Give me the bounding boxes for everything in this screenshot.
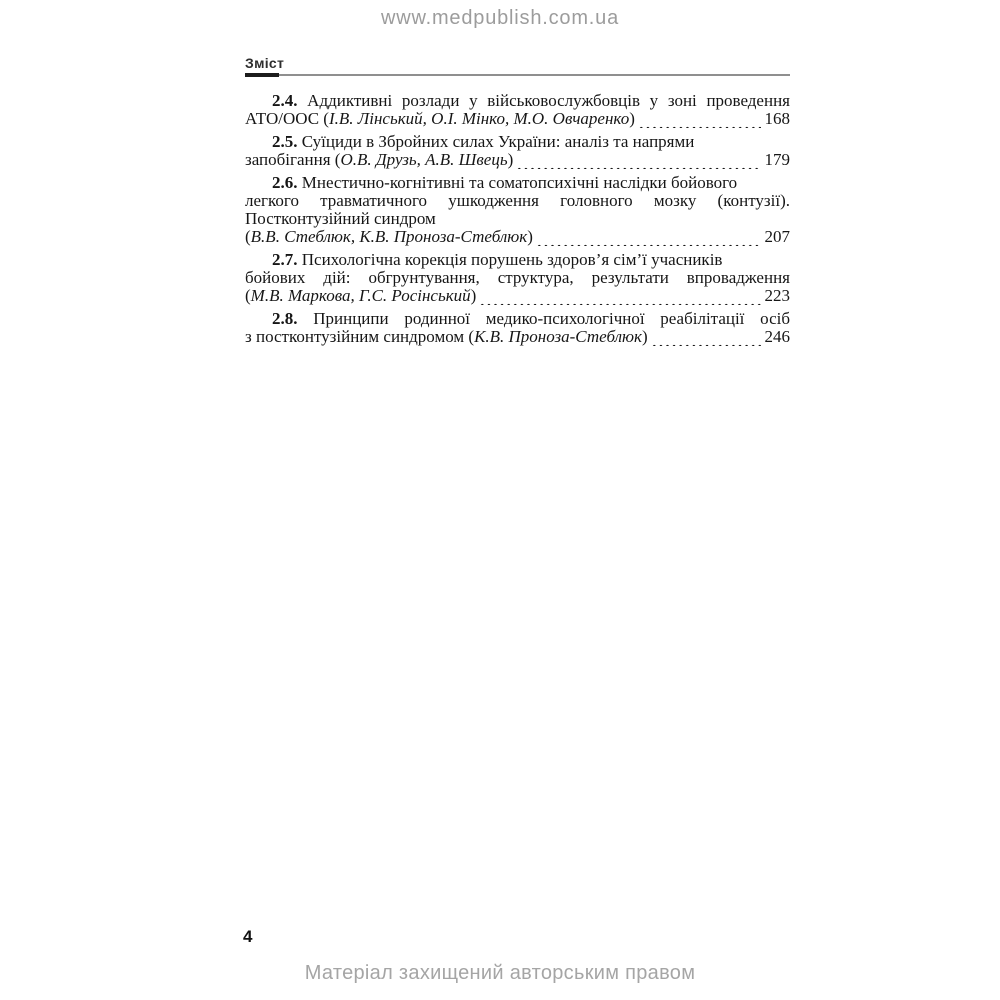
- page-ref: 207: [764, 227, 790, 246]
- entry-authors: О.В. Друзь, А.В. Швець: [340, 150, 508, 169]
- entry-title-text: АТО/ООС (: [245, 109, 329, 128]
- entry-authors: В.В. Стеблюк, К.В. Проноза-Стеблюк: [250, 227, 528, 246]
- publisher-watermark: www.medpublish.com.ua: [380, 7, 619, 29]
- entry-title-text: Аддиктивні розлади у військовослужбовців у зоні проведення: [297, 91, 790, 110]
- page-ref: 223: [764, 286, 790, 305]
- toc-list: [245, 92, 790, 351]
- leader-dots: [516, 151, 760, 169]
- toc-line: [245, 110, 790, 128]
- toc-entry: [245, 174, 790, 246]
- entry-authors: М.В. Маркова, Г.С. Росінський: [250, 286, 471, 305]
- entry-title-text: легкого травматичного ушкодження головного мозку (контузії).: [245, 191, 790, 210]
- entry-title-text: Психологічна корекція порушень здоров’я сім’ї учасників: [297, 250, 723, 269]
- entry-title-text: запобігання (: [245, 150, 341, 169]
- leader-dots: [638, 110, 761, 128]
- toc-entry: [245, 92, 790, 128]
- toc-line: [245, 328, 790, 346]
- entry-title-text: ): [527, 227, 533, 246]
- entry-title-text: Принципи родинної медико-психологічної реабілітації осіб: [297, 309, 790, 328]
- leader-dots: [536, 228, 761, 246]
- entry-number: 2.4.: [272, 91, 298, 110]
- toc-line: [245, 151, 790, 169]
- entry-title-text: ): [629, 109, 635, 128]
- toc-entry: [245, 251, 790, 305]
- toc-line: [245, 310, 790, 328]
- entry-number: 2.7.: [272, 250, 298, 269]
- entry-authors: К.В. Проноза-Стеблюк: [474, 327, 642, 346]
- toc-line: [245, 210, 790, 228]
- leader-dots: [651, 328, 761, 346]
- page-ref: 168: [764, 109, 790, 128]
- leader-dots: [479, 287, 760, 305]
- toc-line: [245, 287, 790, 305]
- page-ref: 246: [764, 327, 790, 346]
- entry-title-text: (: [245, 286, 251, 305]
- entry-authors: І.В. Лінський, О.І. Мінко, М.О. Овчаренко: [328, 109, 630, 128]
- entry-number: 2.6.: [272, 173, 298, 192]
- entry-title-text: ): [507, 150, 514, 169]
- entry-title-text: Мнестично-когнітивні та соматопсихічні наслідки бойового: [297, 173, 738, 192]
- entry-title-text: Суїциди в Збройних силах України: аналіз та напрями: [297, 132, 695, 151]
- toc-line: [245, 174, 790, 192]
- toc-entry: [245, 133, 790, 169]
- toc-entry: [245, 310, 790, 346]
- copyright-notice: Матеріал захищений авторським правом: [304, 962, 696, 984]
- entry-title-text: ): [470, 286, 477, 305]
- entry-number: 2.8.: [272, 309, 298, 328]
- contents-heading: Зміст: [245, 55, 285, 71]
- toc-line: [245, 133, 790, 151]
- entry-title-text: (: [245, 227, 251, 246]
- entry-title-text: з постконтузійним синдромом (: [245, 327, 475, 346]
- toc-line: [245, 192, 790, 210]
- toc-line: [245, 251, 790, 269]
- entry-title-text: ): [641, 327, 648, 346]
- entry-number: 2.5.: [272, 132, 298, 151]
- header-rule-thin: [245, 74, 790, 76]
- header-rule-thick: [245, 73, 279, 77]
- toc-line: [245, 269, 790, 287]
- page-number: 4: [243, 927, 253, 946]
- page-ref: 179: [764, 150, 790, 169]
- entry-title-text: бойових дій: обгрунтування, структура, результати впровадження: [245, 268, 790, 287]
- toc-line: [245, 228, 790, 246]
- toc-line: [245, 92, 790, 110]
- entry-title-text: Постконтузійний синдром: [245, 209, 436, 228]
